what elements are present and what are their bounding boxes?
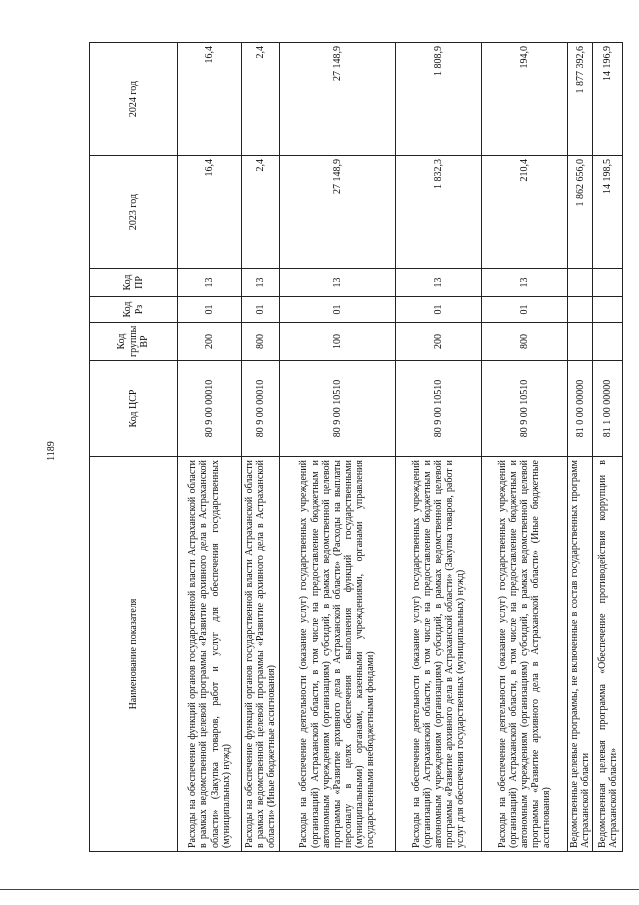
cell-rz-code: 01	[242, 297, 280, 323]
cell-amount-2023: 2,4	[242, 156, 280, 269]
page-number: 1189	[45, 441, 57, 461]
cell-csr-code: 80 9 00 00010	[242, 361, 280, 457]
cell-pr-code: 13	[178, 269, 242, 297]
cell-vr-code	[568, 323, 593, 361]
cell-amount-2023: 1 832,3	[396, 156, 482, 269]
cell-rz-code: 01	[280, 297, 396, 323]
header-vr-code: Код группы ВР	[90, 323, 178, 361]
cell-indicator-name: Расходы на обеспечение функций органов государственной власти Астраханской области в рамках ведомственной целевой программы «Развитие архивного дела в Астраханской области» (Иные бюджетные ассигнования)	[242, 457, 280, 852]
cell-amount-2024: 1 808,9	[396, 43, 482, 156]
cell-csr-code: 81 0 00 00000	[568, 361, 593, 457]
cell-csr-code: 80 9 00 10510	[280, 361, 396, 457]
cell-rz-code	[593, 297, 623, 323]
cell-vr-code: 200	[178, 323, 242, 361]
header-csr-code: Код ЦСР	[90, 361, 178, 457]
cell-indicator-name: Ведомственные целевые программы, не включенные в состав государственных программ Астраханской области	[568, 457, 593, 852]
cell-rz-code	[568, 297, 593, 323]
page-bottom-rule	[0, 889, 639, 890]
header-year-2023: 2023 год	[90, 156, 178, 269]
cell-csr-code: 80 9 00 10510	[482, 361, 568, 457]
table-row	[396, 43, 482, 852]
table-row	[280, 43, 396, 852]
cell-pr-code: 13	[482, 269, 568, 297]
cell-indicator-name: Расходы на обеспечение деятельности (оказание услуг) государственных учреждений (организаций) Астраханской области, в том числе на предоставление бюджетным и автономным учреждениям (организациям) субсидий, в рамках ведомственной целевой программы «Развитие архивного дела в Астраханской области» (Закупка товаров, работ и услуг для обеспечения государственных (муниципальных) нужд)	[396, 457, 482, 852]
cell-vr-code	[593, 323, 623, 361]
cell-indicator-name: Расходы на обеспечение деятельности (оказание услуг) государственных учреждений (организаций) Астраханской области, в том числе на предоставление бюджетным и автономным учреждениям (организациям) субсидий, в рамках ведомственной целевой программы «Развитие архивного дела в Астраханской области» (Иные бюджетные ассигнования)	[482, 457, 568, 852]
rotated-table-container	[89, 43, 619, 852]
table-row	[242, 43, 280, 852]
header-indicator-name: Наименование показателя	[90, 457, 178, 852]
cell-amount-2024: 14 196,9	[593, 43, 623, 156]
cell-vr-code: 100	[280, 323, 396, 361]
table-row	[593, 43, 623, 852]
cell-indicator-name: Расходы на обеспечение деятельности (оказание услуг) государственных учреждений (организаций) Астраханской области, в том числе на предоставление бюджетным и автономным учреждениям (организациям) субсидий, в рамках ведомственной целевой программы «Развитие архивного дела в Астраханской области» (Расходы на выплаты персоналу в целях обеспечения выполнения функций государственными (муниципальными) органами, казенными учреждениями, органами управления государственными внебюджетными фондами)	[280, 457, 396, 852]
table-header-row	[90, 43, 178, 852]
cell-vr-code: 200	[396, 323, 482, 361]
cell-indicator-name: Расходы на обеспечение функций органов государственной власти Астраханской области в рамках ведомственной целевой программы «Развитие архивного дела в Астраханской области» (Закупка товаров, работ и услуг для обеспечения государственных (муниципальных) нужд)	[178, 457, 242, 852]
cell-amount-2024: 1 877 392,6	[568, 43, 593, 156]
cell-csr-code: 80 9 00 10510	[396, 361, 482, 457]
cell-vr-code: 800	[242, 323, 280, 361]
cell-csr-code: 80 9 00 00010	[178, 361, 242, 457]
cell-pr-code	[568, 269, 593, 297]
table-row	[178, 43, 242, 852]
cell-amount-2023: 210,4	[482, 156, 568, 269]
cell-amount-2024: 27 148,9	[280, 43, 396, 156]
cell-amount-2023: 14 198,5	[593, 156, 623, 269]
cell-csr-code: 81 1 00 00000	[593, 361, 623, 457]
cell-amount-2024: 194,0	[482, 43, 568, 156]
header-year-2024: 2024 год	[90, 43, 178, 156]
cell-amount-2024: 2,4	[242, 43, 280, 156]
header-pr-code: Код ПР	[90, 269, 178, 297]
table-row	[568, 43, 593, 852]
cell-vr-code: 800	[482, 323, 568, 361]
table-row	[482, 43, 568, 852]
cell-indicator-name: Ведомственная целевая программа «Обеспечение противодействия коррупции в Астраханской области»	[593, 457, 623, 852]
cell-amount-2023: 27 148,9	[280, 156, 396, 269]
budget-table	[89, 42, 623, 852]
cell-rz-code: 01	[396, 297, 482, 323]
cell-pr-code: 13	[396, 269, 482, 297]
cell-pr-code: 13	[280, 269, 396, 297]
cell-pr-code	[593, 269, 623, 297]
cell-pr-code: 13	[242, 269, 280, 297]
cell-amount-2023: 16,4	[178, 156, 242, 269]
cell-rz-code: 01	[482, 297, 568, 323]
cell-amount-2024: 16,4	[178, 43, 242, 156]
budget-table-sheet	[89, 43, 619, 852]
cell-amount-2023: 1 862 656,0	[568, 156, 593, 269]
header-rz-code: Код Рз	[90, 297, 178, 323]
cell-rz-code: 01	[178, 297, 242, 323]
